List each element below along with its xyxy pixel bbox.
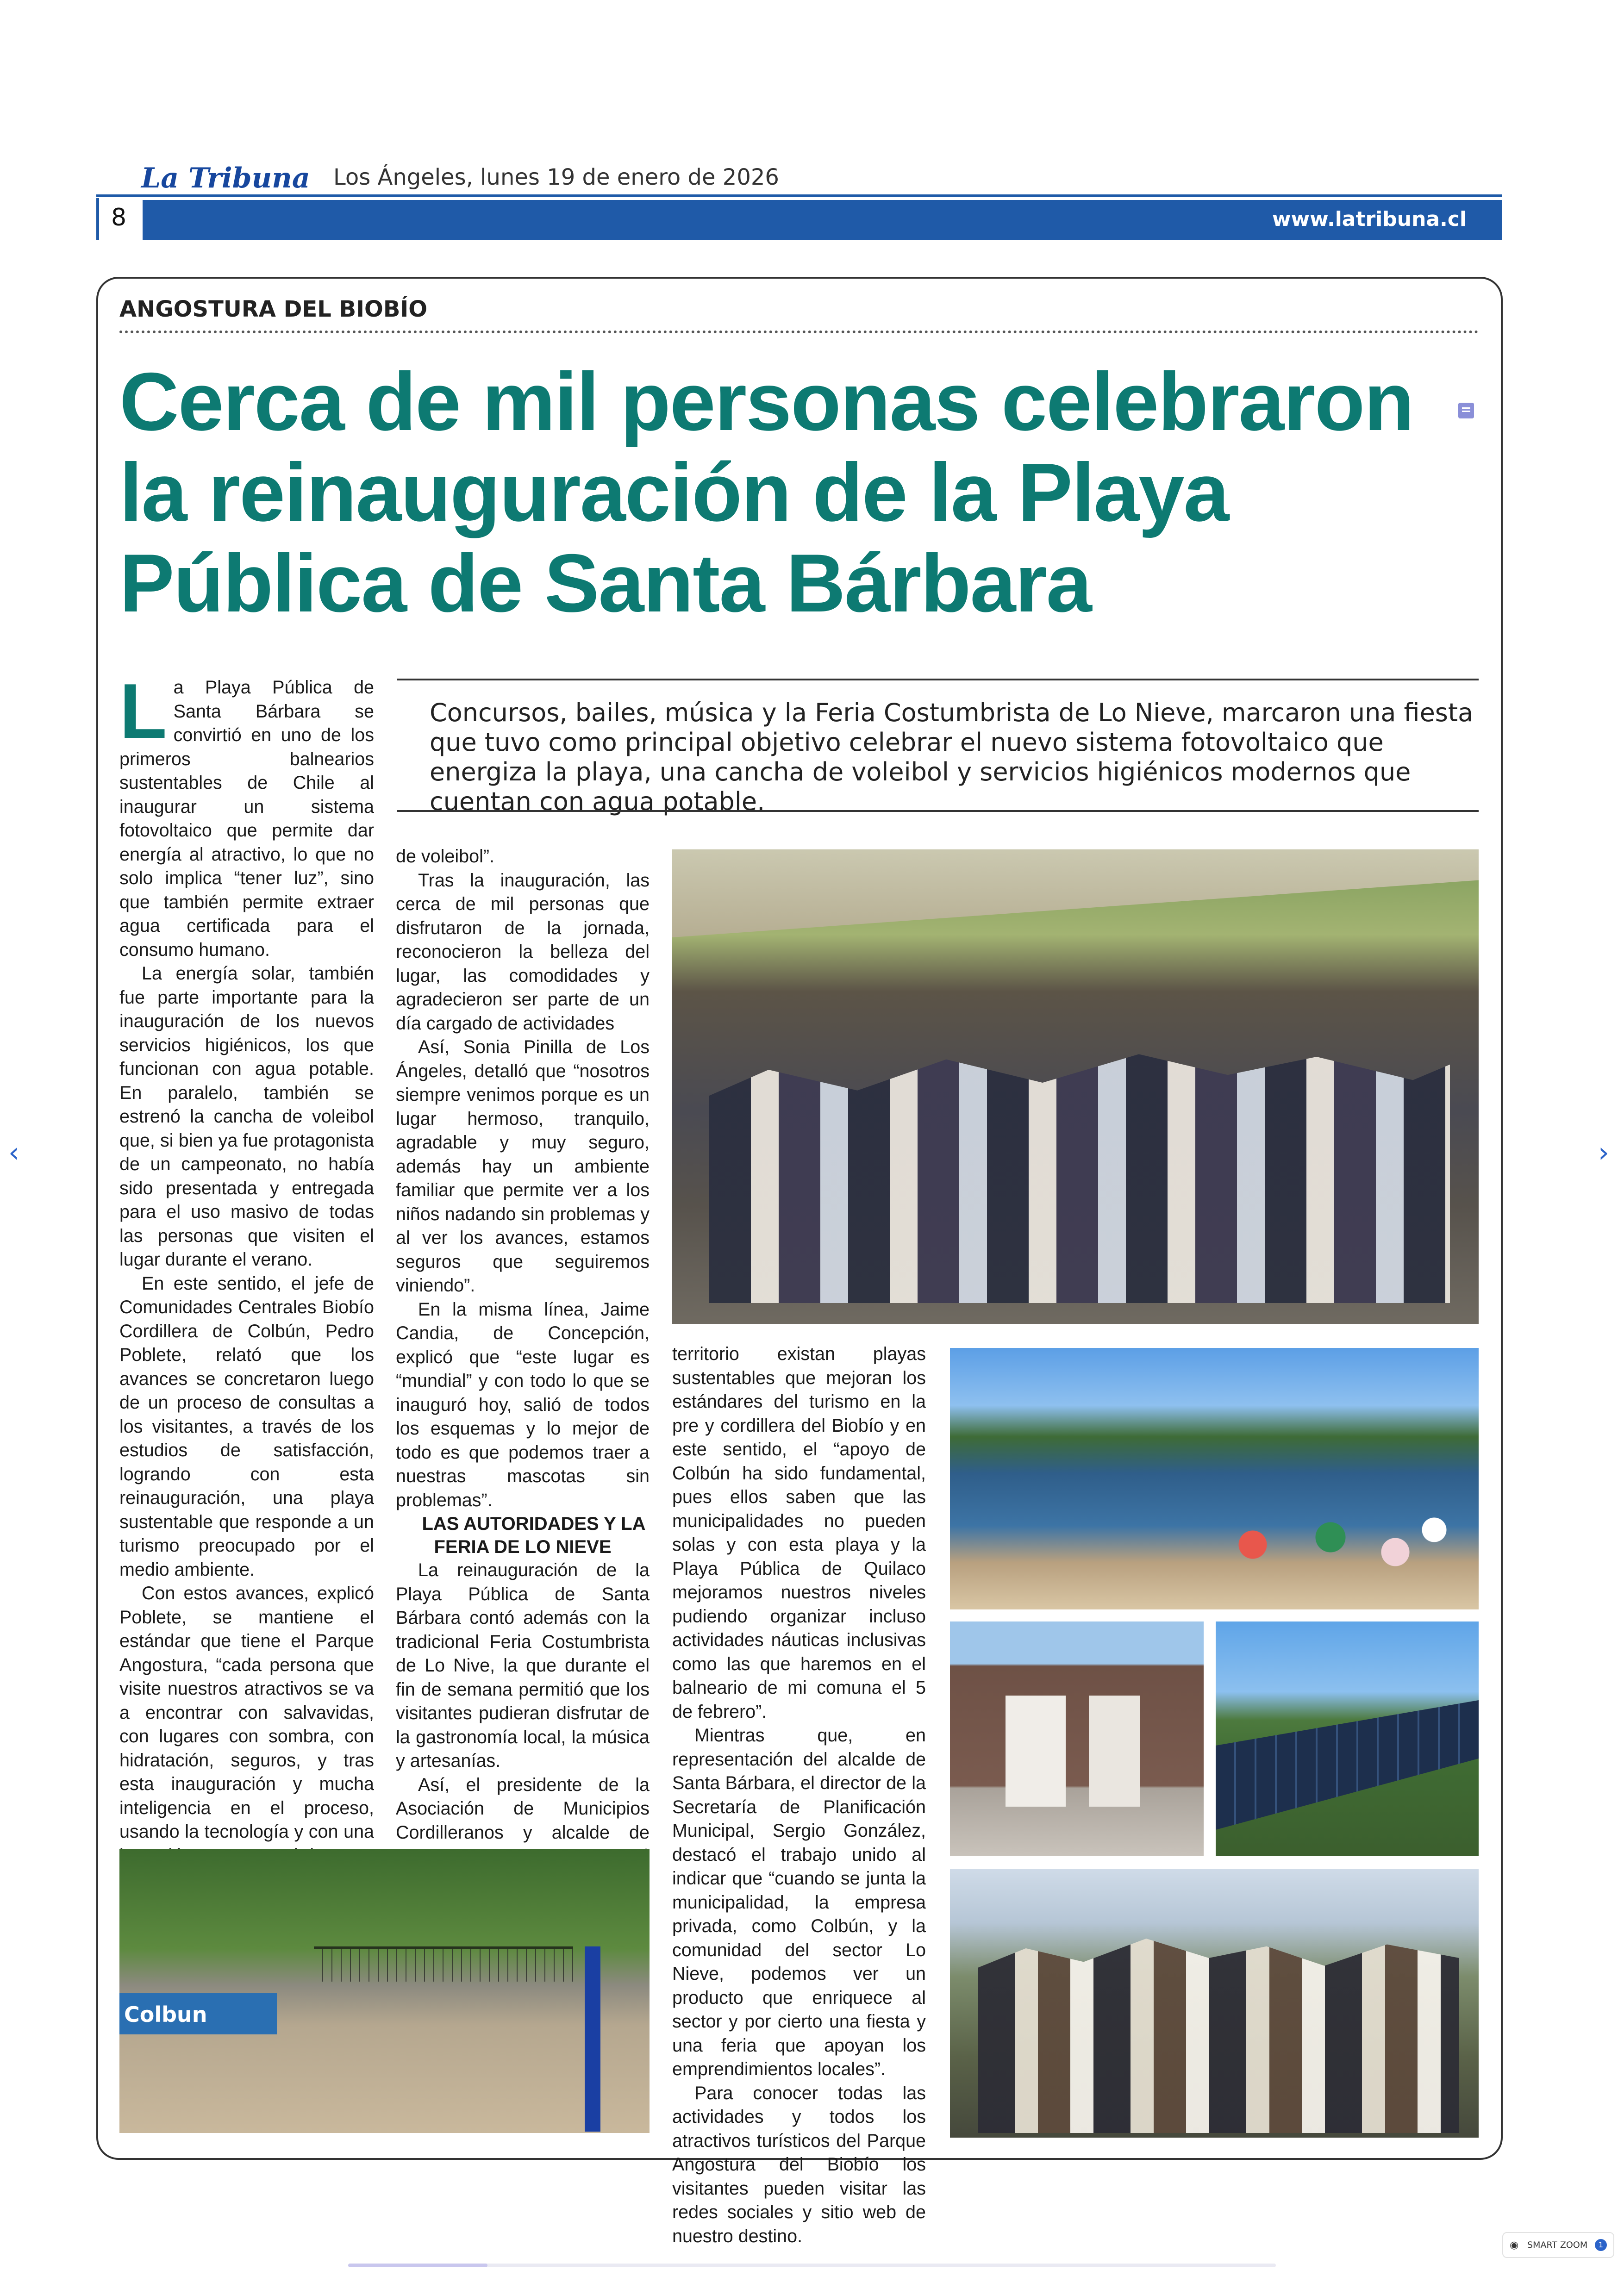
photo-people-group [709, 1044, 1450, 1303]
paragraph-text: a Playa Pública de Santa Bárbara se convirtió en uno de los primeros balnearios sustentables de Chile al inaugurar un sistema fotovoltaico que permite dar energía al atractivo, lo que no solo implica “tener luz”, sino que también permite extraer agua certificada para el consumo humano. [119, 677, 374, 960]
photo-crowd-ceremony [672, 849, 1479, 1324]
subheading: LAS AUTORIDADES Y LA FERIA DE LO NIEVE [422, 1514, 646, 1557]
paragraph: La energía solar, también fue parte importante para la inauguración de los nuevos servicios higiénicos, los que funcionan con agua potable. En paralelo, también se estrenó la cancha de voleibol que, si bien ya fue protagonista de un campeonato, no había sido presentada y entregada para el uso masivo de todas las personas que visiten el lugar durante el verano. [119, 963, 374, 1270]
drop-cap: L [119, 667, 167, 755]
website-link[interactable]: www.latribuna.cl [1272, 207, 1467, 231]
section-divider [119, 331, 1479, 333]
photo-solar-panels [1216, 1621, 1479, 1856]
headline: Cerca de mil personas celebraron la reinauguración de la Playa Pública de Santa Bárbara [119, 355, 1414, 629]
paragraph: Así, el presidente de la Asociación de Municipios Cordilleranos y alcalde de [396, 1774, 650, 1843]
dateline: Los Ángeles, lunes 19 de enero de 2026 [333, 164, 779, 190]
paragraph: Con estos avances, explicó Poblete, se mantiene el estándar que tiene el Parque Angostura, “cada persona que visite nuestros atractivos se va a encontrar con salvavidas, con lugares con sombra, con hidratación, seguros, y tras esta inauguración y mucha inteligencia en el proceso, usando la tecnología y con una [119, 1583, 374, 1842]
paragraph: En este sentido, el jefe de Comunidades Centrales Biobío Cordillera de Colbún, Pedro Poblete, relató que los avances se concretaron luego de un proceso de consultas a los visitantes, a través de los estudios de satisfacción, logrando con esta reinauguración, una playa sustentable que responde a un turismo preocupado por el medio ambiente. [119, 1273, 374, 1580]
chevron-right-icon[interactable]: › [1598, 1136, 1609, 1169]
section-label: ANGOSTURA DEL BIOBÍO [119, 296, 428, 322]
photo-banner-text: Colbun [124, 2002, 207, 2027]
photo-banner [119, 1993, 277, 2034]
paragraph: Mientras que, en representación del alcalde de Santa Bárbara, el director de la Secretaría de Planificación Municipal, Sergio González, destacó el trabajo unido al indicar que “cuando se junta la municipalidad, la empresa privada, como Colbún, y la comunidad del sector Lo Nieve, podemos ver un producto que enriquece al sector y por cierto una fiesta y una feria que apoyan los emprendimientos locales”. [672, 1725, 926, 2079]
paragraph [119, 667, 374, 962]
photo-beach-lake [950, 1348, 1479, 1609]
chevron-left-icon[interactable]: ‹ [8, 1136, 19, 1169]
smart-zoom-button[interactable] [1502, 2232, 1614, 2258]
photo-ribbon-cutting [950, 1869, 1479, 2138]
paragraph: territorio existan playas sustentables que mejoran los estándares del turismo en la pre y cordillera del Biobío y en este sentido, el “apoyo de Colbún ha sido fundamental, pues ellos saben que las municipalidades no pueden solas y con esta playa y la Playa Pública de Quilaco mejoramos nuestros niveles pudiendo organizar incluso actividades náuticas inclusivas como las que haremos en el balneario de mi comuna el 5 de febrero”. [672, 1344, 926, 1722]
photo-people-group [978, 1939, 1459, 2133]
lead-paragraph: Concursos, bailes, música y la Feria Costumbrista de Lo Nieve, marcaron una fiesta que tuvo como principal objetivo celebrar el nuevo sistema fotovoltaico que energiza la playa, una cancha de voleibol y servicios higiénicos modernos que cuentan con agua potable. [430, 698, 1474, 816]
paragraph: de voleibol”. [396, 846, 494, 867]
paragraph: Para conocer todas las actividades y todos los atractivos turísticos del Parque Angostura del Biobío los visitantes pueden visitar las redes sociales y sitio web de nuestro destino. [672, 2083, 926, 2246]
text-column-3 [672, 1342, 926, 2248]
smart-zoom-label: SMART ZOOM [1527, 2240, 1588, 2250]
page-number: 8 [111, 204, 127, 231]
paragraph: Tras la inauguración, las cerca de mil personas que disfrutaron de la jornada, reconocieron la belleza del lugar, las comodidades y agradecieron ser parte de un día cargado de actividades [396, 870, 650, 1034]
photo-panel-array [1216, 1700, 1479, 1830]
page-progress-fill [348, 2264, 487, 2267]
page-progress-track[interactable] [348, 2264, 1276, 2267]
photo-net-pole [585, 1946, 600, 2132]
photo-door [1006, 1696, 1066, 1807]
photo-door [1089, 1696, 1140, 1807]
photo-tent-roof [672, 849, 1479, 937]
photo-volleyball-net [314, 1946, 573, 1982]
text-column-2 [396, 845, 650, 1892]
paragraph: La reinauguración de la Playa Pública de Santa Bárbara contó además con la tradicional Feria Costumbrista de Lo Nive, la que durante el fin de semana permitió que los visitantes pudieran disfrutar de la gastronomía local, la música y artesanías. [396, 1560, 650, 1771]
eye-icon: ◉ [1510, 2239, 1519, 2251]
text-column-1 [119, 667, 374, 2011]
paragraph: En la misma línea, Jaime Candia, de Concepción, explicó que “este lugar es “mundial” y con todo lo que se inauguró hoy, salió de todos los esquemas y lo mejor de todo es que podemos traer a nuestras mascotas sin problemas”. [396, 1299, 650, 1510]
masthead-logo: La Tribuna [141, 162, 310, 194]
header-rule [96, 194, 1502, 197]
note-icon[interactable] [1458, 403, 1474, 418]
lead-divider-top [397, 679, 1479, 680]
paragraph: Así, Sonia Pinilla de Los Ángeles, detalló que “nosotros siempre venimos porque es un lugar hermoso, tranquilo, agradable y muy seguro, además hay un ambiente familiar que permite ver a los niños nadando sin problemas y al ver los avances, estamos seguros que seguiremos viniendo”. [396, 1037, 650, 1296]
photo-umbrellas [1201, 1508, 1460, 1582]
photo-volleyball-court [119, 1849, 650, 2133]
lead-divider-bottom [397, 810, 1479, 812]
smart-zoom-badge: 1 [1595, 2239, 1607, 2251]
photo-restroom-module [950, 1621, 1204, 1856]
